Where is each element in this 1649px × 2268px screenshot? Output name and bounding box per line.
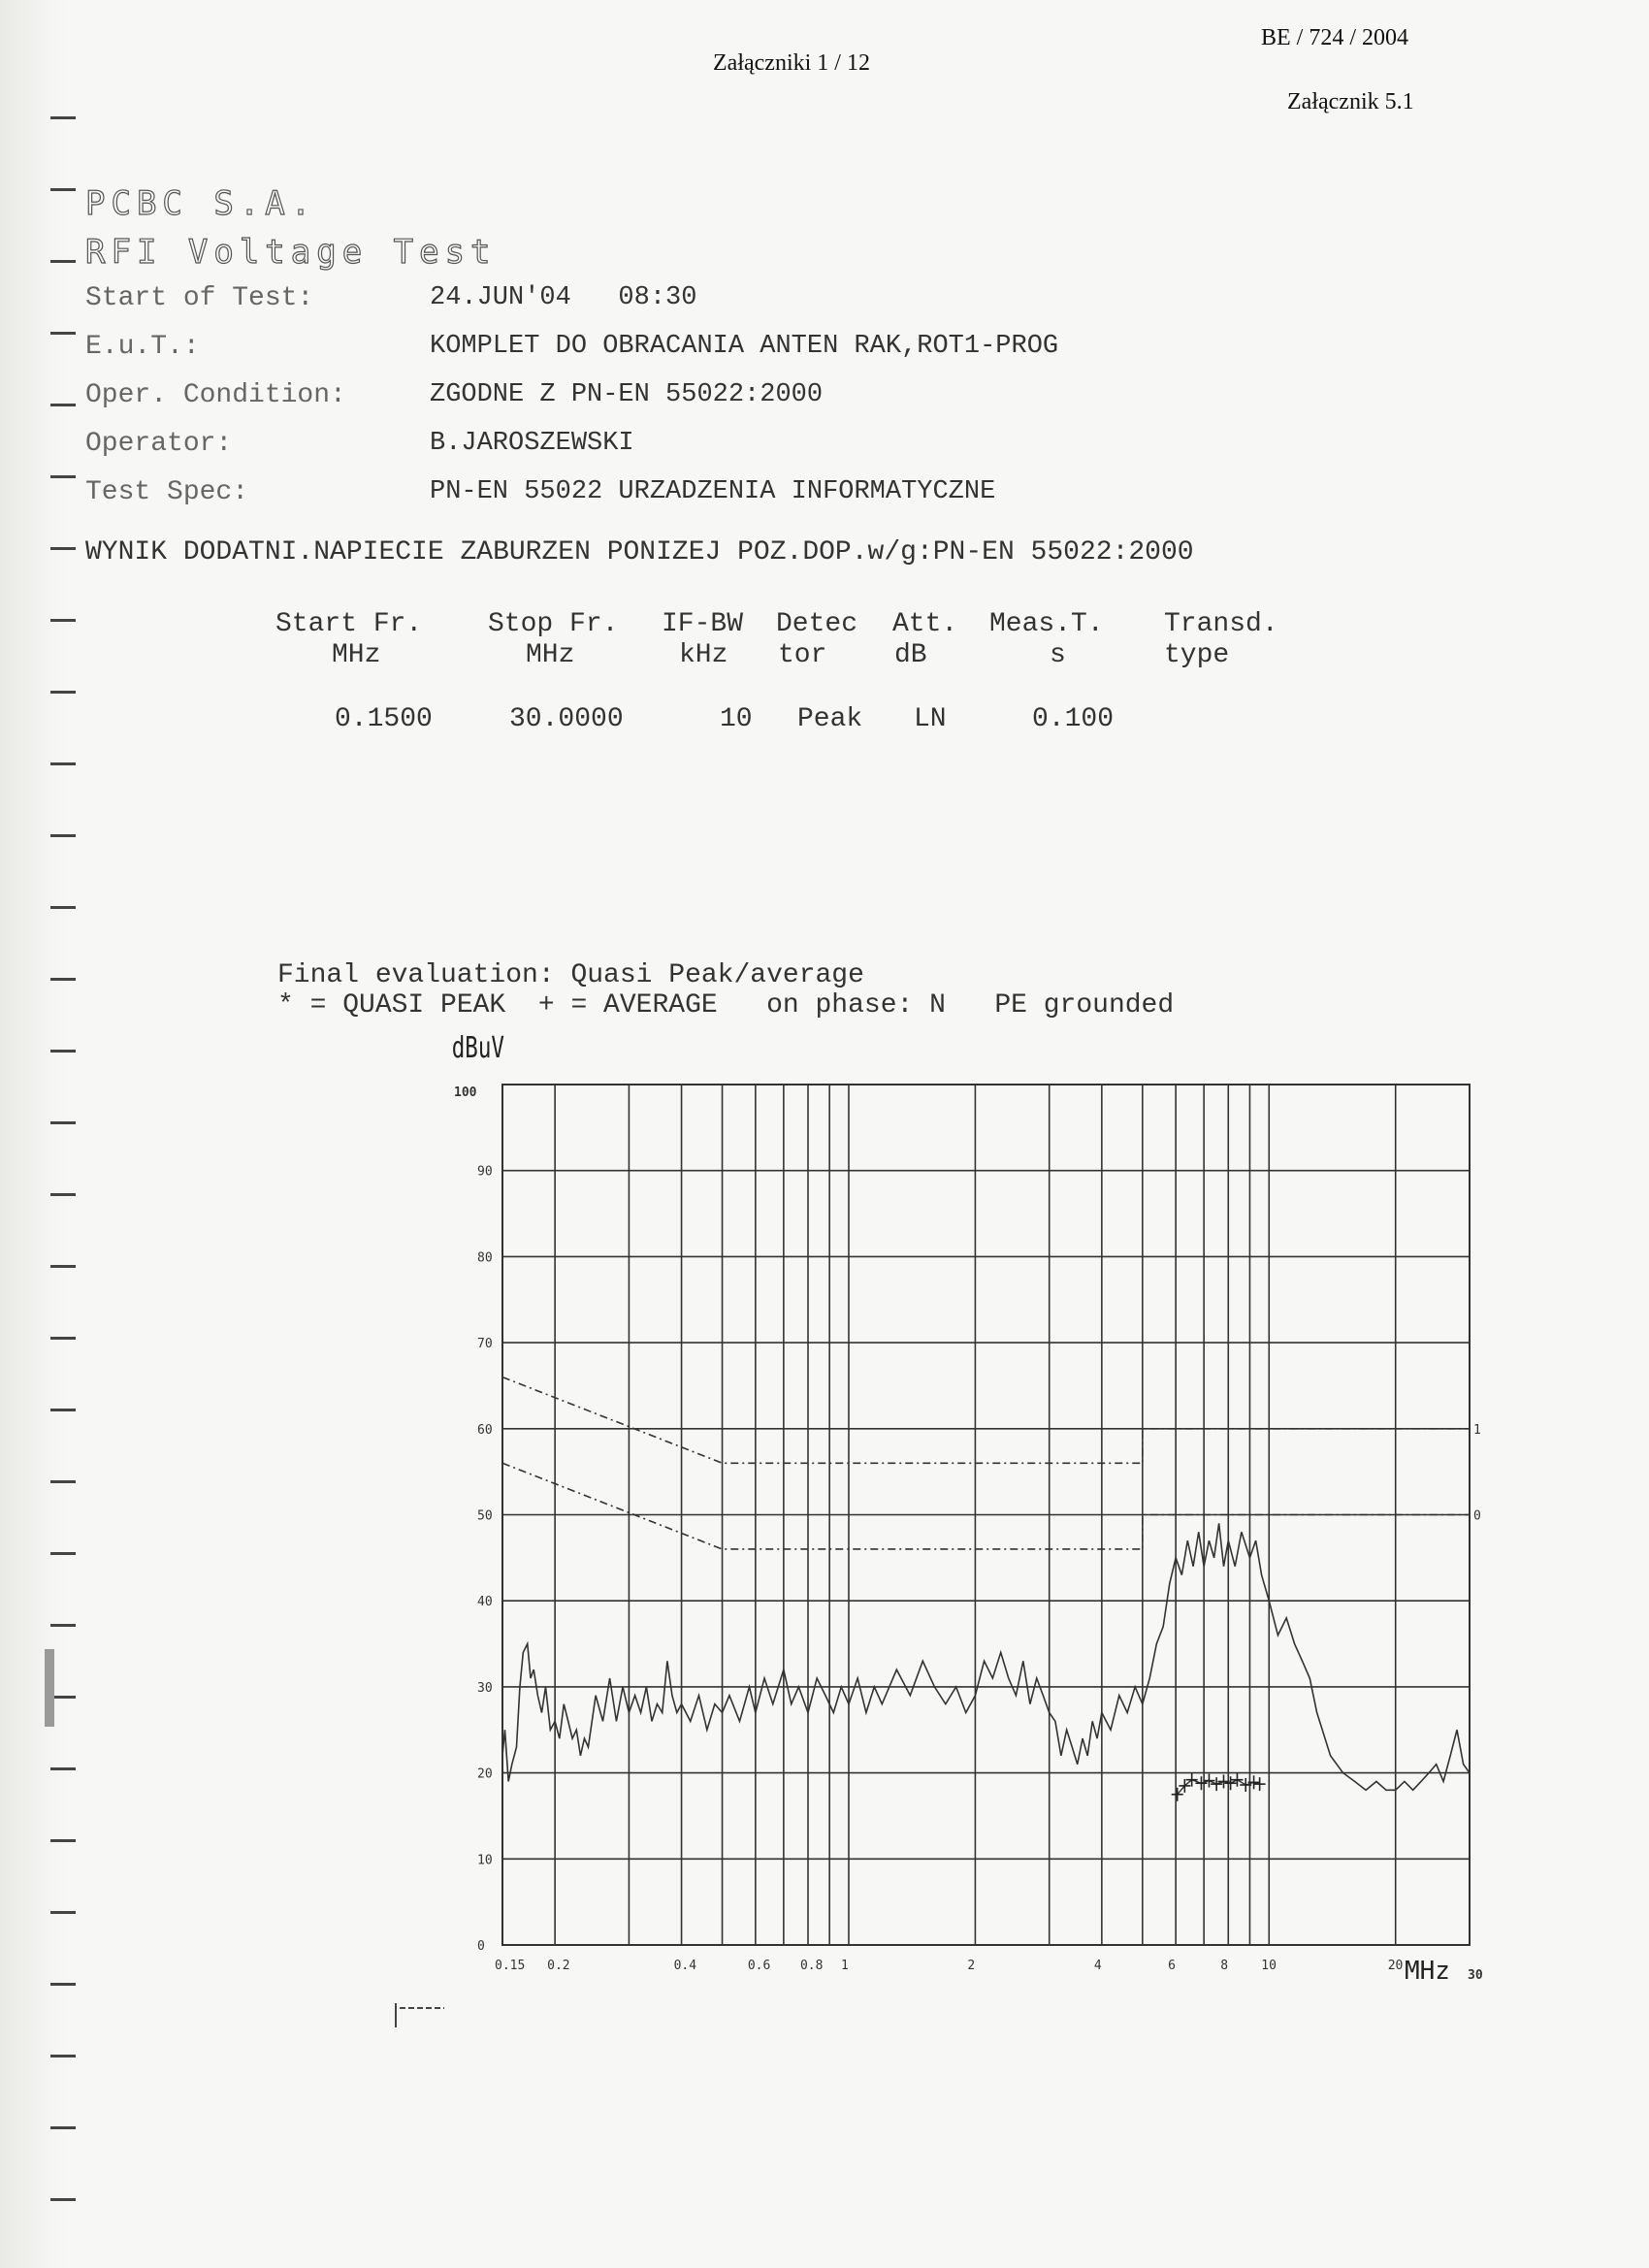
limit-line-1 bbox=[502, 1377, 1470, 1464]
x-tick-label: 0.6 bbox=[747, 1959, 771, 1973]
val-detector: Peak bbox=[797, 704, 863, 734]
field-value-spec: PN-EN 55022 URZADZENIA INFORMATYCZNE bbox=[430, 477, 996, 506]
col-if-bw: IF-BW bbox=[662, 609, 744, 639]
col-stop-fr: Stop Fr. bbox=[488, 609, 619, 639]
col-meas-t: Meas.T. bbox=[989, 609, 1104, 639]
col-transd-type: type bbox=[1164, 640, 1230, 670]
y-tick-label: 90 bbox=[477, 1164, 493, 1180]
limit-line-0 bbox=[502, 1463, 1470, 1549]
x-tick-label: 20 bbox=[1387, 1959, 1404, 1973]
val-att: LN bbox=[914, 704, 947, 734]
field-value-condition: ZGODNE Z PN-EN 55022:2000 bbox=[430, 380, 824, 409]
field-label-operator: Operator: bbox=[85, 429, 233, 459]
y-tick-label: 70 bbox=[477, 1337, 493, 1352]
field-value-start: 24.JUN'04 08:30 bbox=[430, 283, 697, 312]
company-name: PCBC S.A. bbox=[85, 184, 317, 223]
field-value-eut: KOMPLET DO OBRACANIA ANTEN RAK,ROT1-PROG bbox=[430, 332, 1059, 361]
x-tick-label: 0.8 bbox=[799, 1959, 824, 1973]
x-tick-label: 4 bbox=[1093, 1959, 1102, 1973]
evaluation-title: Final evaluation: Quasi Peak/average bbox=[277, 960, 864, 990]
x-tick-label: 8 bbox=[1220, 1959, 1229, 1973]
y-tick-label: 80 bbox=[477, 1250, 493, 1266]
val-start-fr: 0.1500 bbox=[335, 704, 433, 734]
measurement-series bbox=[502, 1523, 1470, 1800]
peak-trace bbox=[502, 1523, 1470, 1790]
col-start-fr: Start Fr. bbox=[275, 609, 423, 639]
y-tick-label: 60 bbox=[477, 1422, 493, 1438]
field-value-operator: B.JAROSZEWSKI bbox=[430, 429, 634, 458]
col-att: Att. bbox=[892, 609, 958, 639]
col-start-fr-unit: MHz bbox=[332, 640, 381, 670]
x-tick-label: 2 bbox=[967, 1959, 976, 1973]
y-tick-label: 100 bbox=[454, 1085, 477, 1100]
report-title: RFI Voltage Test bbox=[85, 233, 497, 272]
field-label-condition: Oper. Condition: bbox=[85, 380, 346, 410]
x-axis-label: MHz bbox=[1405, 1957, 1450, 1986]
y-tick-label: 10 bbox=[477, 1853, 493, 1868]
y-axis-label: dBuV bbox=[451, 1030, 504, 1065]
limit-line-label: 1 bbox=[1473, 1422, 1481, 1438]
x-tick-label: 0.4 bbox=[673, 1959, 697, 1973]
val-meas-t: 0.100 bbox=[1032, 704, 1115, 734]
result-statement: WYNIK DODATNI.NAPIECIE ZABURZEN PONIZEJ POZ.DOP.w/g:PN-EN 55022:2000 bbox=[85, 537, 1194, 567]
x-tick-label: 6 bbox=[1168, 1959, 1176, 1973]
evaluation-legend: * = QUASI PEAK + = AVERAGE on phase: N PE grounded bbox=[277, 990, 1175, 1021]
attachment-label: Załącznik 5.1 bbox=[1287, 89, 1414, 114]
document-number: BE / 724 / 2004 bbox=[1261, 25, 1409, 50]
field-label-spec: Test Spec: bbox=[85, 477, 249, 507]
attachments-count: Załączniki 1 / 12 bbox=[713, 50, 870, 76]
y-tick-label: 0 bbox=[477, 1939, 485, 1954]
col-detector-line2: tor bbox=[778, 640, 827, 670]
grid bbox=[502, 1085, 1470, 1945]
x-tick-label: 0.2 bbox=[547, 1959, 570, 1973]
val-stop-fr: 30.0000 bbox=[509, 704, 624, 734]
col-transd: Transd. bbox=[1164, 609, 1278, 639]
col-att-unit: dB bbox=[894, 640, 927, 670]
trace-markers bbox=[396, 2003, 444, 2027]
col-meas-t-unit: s bbox=[1050, 640, 1066, 670]
limit-lines bbox=[502, 1377, 1481, 1549]
x-tick-label: 1 bbox=[840, 1959, 849, 1973]
y-tick-label: 30 bbox=[477, 1680, 493, 1696]
x-tick-label: 0.15 bbox=[495, 1959, 526, 1973]
col-if-bw-unit: kHz bbox=[679, 640, 728, 670]
limit-line-label: 0 bbox=[1473, 1508, 1481, 1524]
y-tick-label: 50 bbox=[477, 1508, 493, 1524]
val-if-bw: 10 bbox=[720, 704, 753, 734]
col-stop-fr-unit: MHz bbox=[526, 640, 575, 670]
x-tick-label: 10 bbox=[1261, 1959, 1277, 1973]
x-tick-label: 30 bbox=[1468, 1968, 1483, 1983]
axis-ticks bbox=[454, 1085, 1483, 1983]
field-label-eut: E.u.T.: bbox=[85, 332, 200, 362]
y-tick-label: 20 bbox=[477, 1766, 493, 1782]
field-label-start: Start of Test: bbox=[85, 283, 314, 313]
y-tick-label: 40 bbox=[477, 1595, 493, 1610]
col-detector: Detec bbox=[776, 609, 858, 639]
